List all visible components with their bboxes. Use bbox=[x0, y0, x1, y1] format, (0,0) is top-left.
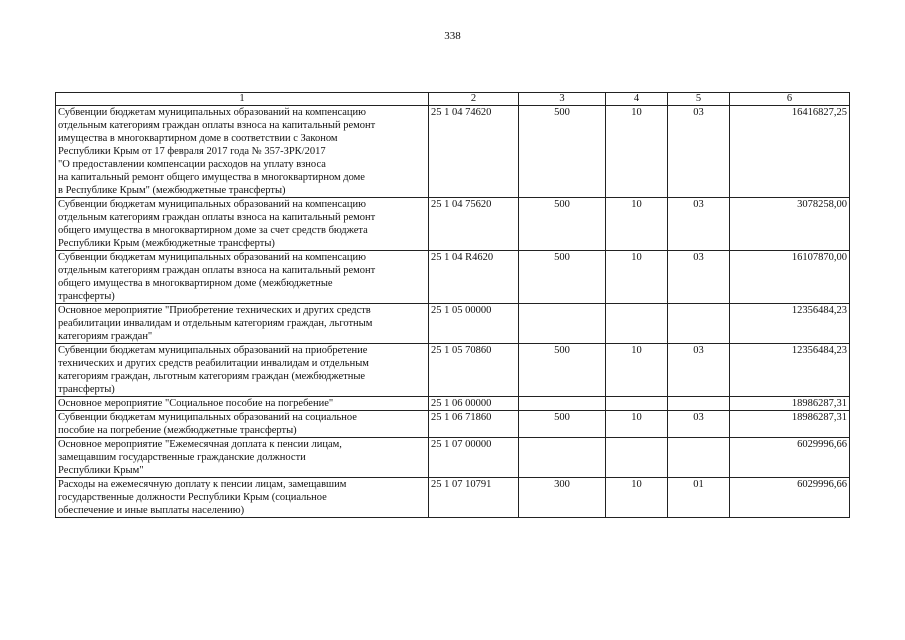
row-vr-cell: 500 bbox=[519, 344, 606, 397]
row-vr-cell bbox=[519, 397, 606, 411]
table-header-row bbox=[56, 93, 850, 106]
row-name-line: Республики Крым" bbox=[58, 465, 144, 476]
table-row bbox=[56, 198, 850, 251]
row-name-line: общего имущества в многоквартирном доме (межбюджетные bbox=[58, 278, 333, 289]
row-rz-cell: 10 bbox=[606, 411, 668, 438]
row-rz-cell bbox=[606, 438, 668, 478]
row-pr-cell: 03 bbox=[668, 344, 730, 397]
row-sum-cell: 12356484,23 bbox=[730, 304, 850, 344]
row-name-line: государственные должности Республики Крым (социальное bbox=[58, 492, 327, 503]
row-name-line: в Республике Крым" (межбюджетные трансферты) bbox=[58, 185, 286, 196]
row-name-line: Республики Крым (межбюджетные трансферты) bbox=[58, 238, 275, 249]
row-name-cell bbox=[56, 397, 429, 411]
row-name-line: Субвенции бюджетам муниципальных образований на компенсацию bbox=[58, 252, 366, 263]
row-code-cell: 25 1 05 00000 bbox=[429, 304, 519, 344]
header-col-4: 4 bbox=[606, 93, 668, 106]
row-code-cell: 25 1 04 R4620 bbox=[429, 251, 519, 304]
row-sum-cell: 16416827,25 bbox=[730, 106, 850, 198]
row-name-line: "О предоставлении компенсации расходов на уплату взноса bbox=[58, 159, 326, 170]
row-rz-cell: 10 bbox=[606, 198, 668, 251]
row-name-line: имущества в многоквартирном доме в соответствии с Законом bbox=[58, 133, 338, 144]
row-pr-cell: 03 bbox=[668, 198, 730, 251]
row-sum-cell: 16107870,00 bbox=[730, 251, 850, 304]
row-sum-cell: 18986287,31 bbox=[730, 411, 850, 438]
row-name-cell bbox=[56, 411, 429, 438]
row-name-line: технических и других средств реабилитации инвалидам и отдельным bbox=[58, 358, 369, 369]
row-pr-cell bbox=[668, 397, 730, 411]
row-name-line: отдельным категориям граждан оплаты взноса на капитальный ремонт bbox=[58, 265, 376, 276]
row-name-line: Субвенции бюджетам муниципальных образований на приобретение bbox=[58, 345, 368, 356]
row-sum-cell: 6029996,66 bbox=[730, 478, 850, 518]
row-vr-cell: 500 bbox=[519, 411, 606, 438]
row-name-cell bbox=[56, 106, 429, 198]
row-pr-cell: 03 bbox=[668, 106, 730, 198]
row-pr-cell bbox=[668, 304, 730, 344]
row-rz-cell bbox=[606, 304, 668, 344]
table-row bbox=[56, 251, 850, 304]
row-code-cell: 25 1 05 70860 bbox=[429, 344, 519, 397]
row-name-line: обеспечение и иные выплаты населению) bbox=[58, 505, 245, 516]
row-name-line: Субвенции бюджетам муниципальных образований на компенсацию bbox=[58, 199, 366, 210]
row-name-line: отдельным категориям граждан оплаты взноса на капитальный ремонт bbox=[58, 212, 376, 223]
table-row bbox=[56, 304, 850, 344]
table-row bbox=[56, 438, 850, 478]
row-name-line: трансферты) bbox=[58, 384, 115, 395]
row-name-line: Расходы на ежемесячную доплату к пенсии лицам, замещавшим bbox=[58, 479, 347, 490]
row-code-cell: 25 1 07 10791 bbox=[429, 478, 519, 518]
row-pr-cell: 01 bbox=[668, 478, 730, 518]
row-name-line: отдельным категориям граждан оплаты взноса на капитальный ремонт bbox=[58, 120, 376, 131]
row-name-cell bbox=[56, 304, 429, 344]
row-name-line: на капитальный ремонт общего имущества в многоквартирном доме bbox=[58, 172, 365, 183]
row-sum-cell: 3078258,00 bbox=[730, 198, 850, 251]
row-name-cell bbox=[56, 478, 429, 518]
header-col-1: 1 bbox=[56, 93, 429, 106]
row-name-line: категориям граждан" bbox=[58, 331, 153, 342]
row-code-cell: 25 1 04 75620 bbox=[429, 198, 519, 251]
row-rz-cell: 10 bbox=[606, 478, 668, 518]
row-name-cell bbox=[56, 438, 429, 478]
row-pr-cell: 03 bbox=[668, 411, 730, 438]
row-rz-cell: 10 bbox=[606, 344, 668, 397]
row-name-line: Основное мероприятие "Приобретение технических и других средств bbox=[58, 305, 371, 316]
budget-table bbox=[55, 92, 850, 518]
row-vr-cell: 300 bbox=[519, 478, 606, 518]
row-vr-cell: 500 bbox=[519, 106, 606, 198]
row-name-line: пособие на погребение (межбюджетные трансферты) bbox=[58, 425, 297, 436]
row-name-line: Республики Крым от 17 февраля 2017 года № 357-ЗРК/2017 bbox=[58, 146, 326, 157]
page-number: 338 bbox=[444, 30, 461, 42]
header-col-3: 3 bbox=[519, 93, 606, 106]
row-rz-cell bbox=[606, 397, 668, 411]
row-code-cell: 25 1 04 74620 bbox=[429, 106, 519, 198]
row-vr-cell: 500 bbox=[519, 198, 606, 251]
row-pr-cell: 03 bbox=[668, 251, 730, 304]
row-name-cell bbox=[56, 251, 429, 304]
header-col-5: 5 bbox=[668, 93, 730, 106]
row-pr-cell bbox=[668, 438, 730, 478]
row-vr-cell bbox=[519, 438, 606, 478]
row-name-line: Основное мероприятие "Социальное пособие на погребение" bbox=[58, 398, 334, 409]
row-code-cell: 25 1 07 00000 bbox=[429, 438, 519, 478]
table-row bbox=[56, 344, 850, 397]
row-sum-cell: 6029996,66 bbox=[730, 438, 850, 478]
row-name-line: реабилитации инвалидам и отдельным категориям граждан, льготным bbox=[58, 318, 373, 329]
row-name-line: трансферты) bbox=[58, 291, 115, 302]
table-row bbox=[56, 411, 850, 438]
row-name-line: замещавшим государственные гражданские должности bbox=[58, 452, 306, 463]
header-col-2: 2 bbox=[429, 93, 519, 106]
table-row bbox=[56, 106, 850, 198]
row-name-cell bbox=[56, 344, 429, 397]
row-vr-cell: 500 bbox=[519, 251, 606, 304]
table-row bbox=[56, 397, 850, 411]
table-body bbox=[56, 106, 850, 518]
row-name-line: Субвенции бюджетам муниципальных образований на социальное bbox=[58, 412, 357, 423]
row-sum-cell: 18986287,31 bbox=[730, 397, 850, 411]
header-col-6: 6 bbox=[730, 93, 850, 106]
row-vr-cell bbox=[519, 304, 606, 344]
row-rz-cell: 10 bbox=[606, 251, 668, 304]
row-rz-cell: 10 bbox=[606, 106, 668, 198]
row-name-cell bbox=[56, 198, 429, 251]
row-name-line: категориям граждан, льготным категориям граждан (межбюджетные bbox=[58, 371, 366, 382]
row-name-line: Субвенции бюджетам муниципальных образований на компенсацию bbox=[58, 107, 366, 118]
row-code-cell: 25 1 06 71860 bbox=[429, 411, 519, 438]
row-code-cell: 25 1 06 00000 bbox=[429, 397, 519, 411]
row-name-line: общего имущества в многоквартирном доме за счет средств бюджета bbox=[58, 225, 368, 236]
table-row bbox=[56, 478, 850, 518]
row-name-line: Основное мероприятие "Ежемесячная доплата к пенсии лицам, bbox=[58, 439, 342, 450]
row-sum-cell: 12356484,23 bbox=[730, 344, 850, 397]
